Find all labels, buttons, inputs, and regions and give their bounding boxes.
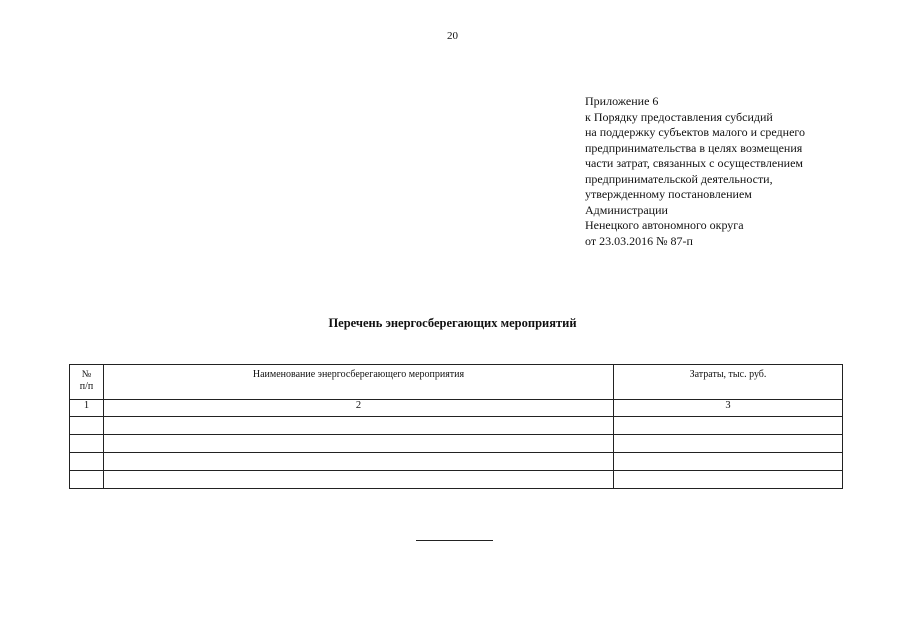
measures-table bbox=[69, 364, 843, 489]
table-cell[interactable] bbox=[104, 471, 614, 489]
page-number: 20 bbox=[447, 30, 458, 42]
appendix-line: от 23.03.2016 № 87-п bbox=[585, 233, 693, 248]
header-cost: Затраты, тыс. руб. bbox=[614, 365, 843, 400]
index-cell: 1 bbox=[70, 400, 104, 417]
header-number: № п/п bbox=[70, 365, 104, 400]
table-cell[interactable] bbox=[614, 435, 843, 453]
appendix-block bbox=[585, 94, 885, 249]
appendix-line: Администрации bbox=[585, 202, 668, 217]
appendix-line: Ненецкого автономного округа bbox=[585, 218, 744, 232]
header-measure-name: Наименование энергосберегающего мероприятия bbox=[104, 365, 614, 400]
table-cell[interactable] bbox=[70, 471, 104, 489]
table-cell[interactable] bbox=[104, 435, 614, 453]
table-row bbox=[70, 471, 843, 489]
table-cell[interactable] bbox=[104, 417, 614, 435]
table-cell[interactable] bbox=[70, 417, 104, 435]
table-cell[interactable] bbox=[70, 435, 104, 453]
table-cell[interactable] bbox=[614, 417, 843, 435]
appendix-line: к Порядку предоставления субсидий bbox=[585, 109, 773, 124]
appendix-line: Приложение 6 bbox=[585, 94, 659, 108]
appendix-line: на поддержку субъектов малого и среднего bbox=[585, 125, 806, 139]
closing-rule bbox=[416, 540, 493, 541]
table-cell[interactable] bbox=[614, 453, 843, 471]
table-cell[interactable] bbox=[614, 471, 843, 489]
appendix-line: части затрат, связанных с осуществлением bbox=[585, 156, 803, 170]
table-row bbox=[70, 435, 843, 453]
table-cell[interactable] bbox=[104, 453, 614, 471]
table-header-row bbox=[70, 365, 843, 400]
document-title: Перечень энергосберегающих мероприятий bbox=[328, 316, 577, 330]
table-row bbox=[70, 417, 843, 435]
appendix-line: предпринимательской деятельности, bbox=[585, 171, 773, 186]
appendix-line: предпринимательства в целях возмещения bbox=[585, 140, 803, 155]
table-row bbox=[70, 453, 843, 471]
table-cell[interactable] bbox=[70, 453, 104, 471]
table-index-row bbox=[70, 400, 843, 417]
appendix-line: утвержденному постановлением bbox=[585, 187, 752, 201]
index-cell: 2 bbox=[104, 400, 614, 417]
index-cell: 3 bbox=[614, 400, 843, 417]
